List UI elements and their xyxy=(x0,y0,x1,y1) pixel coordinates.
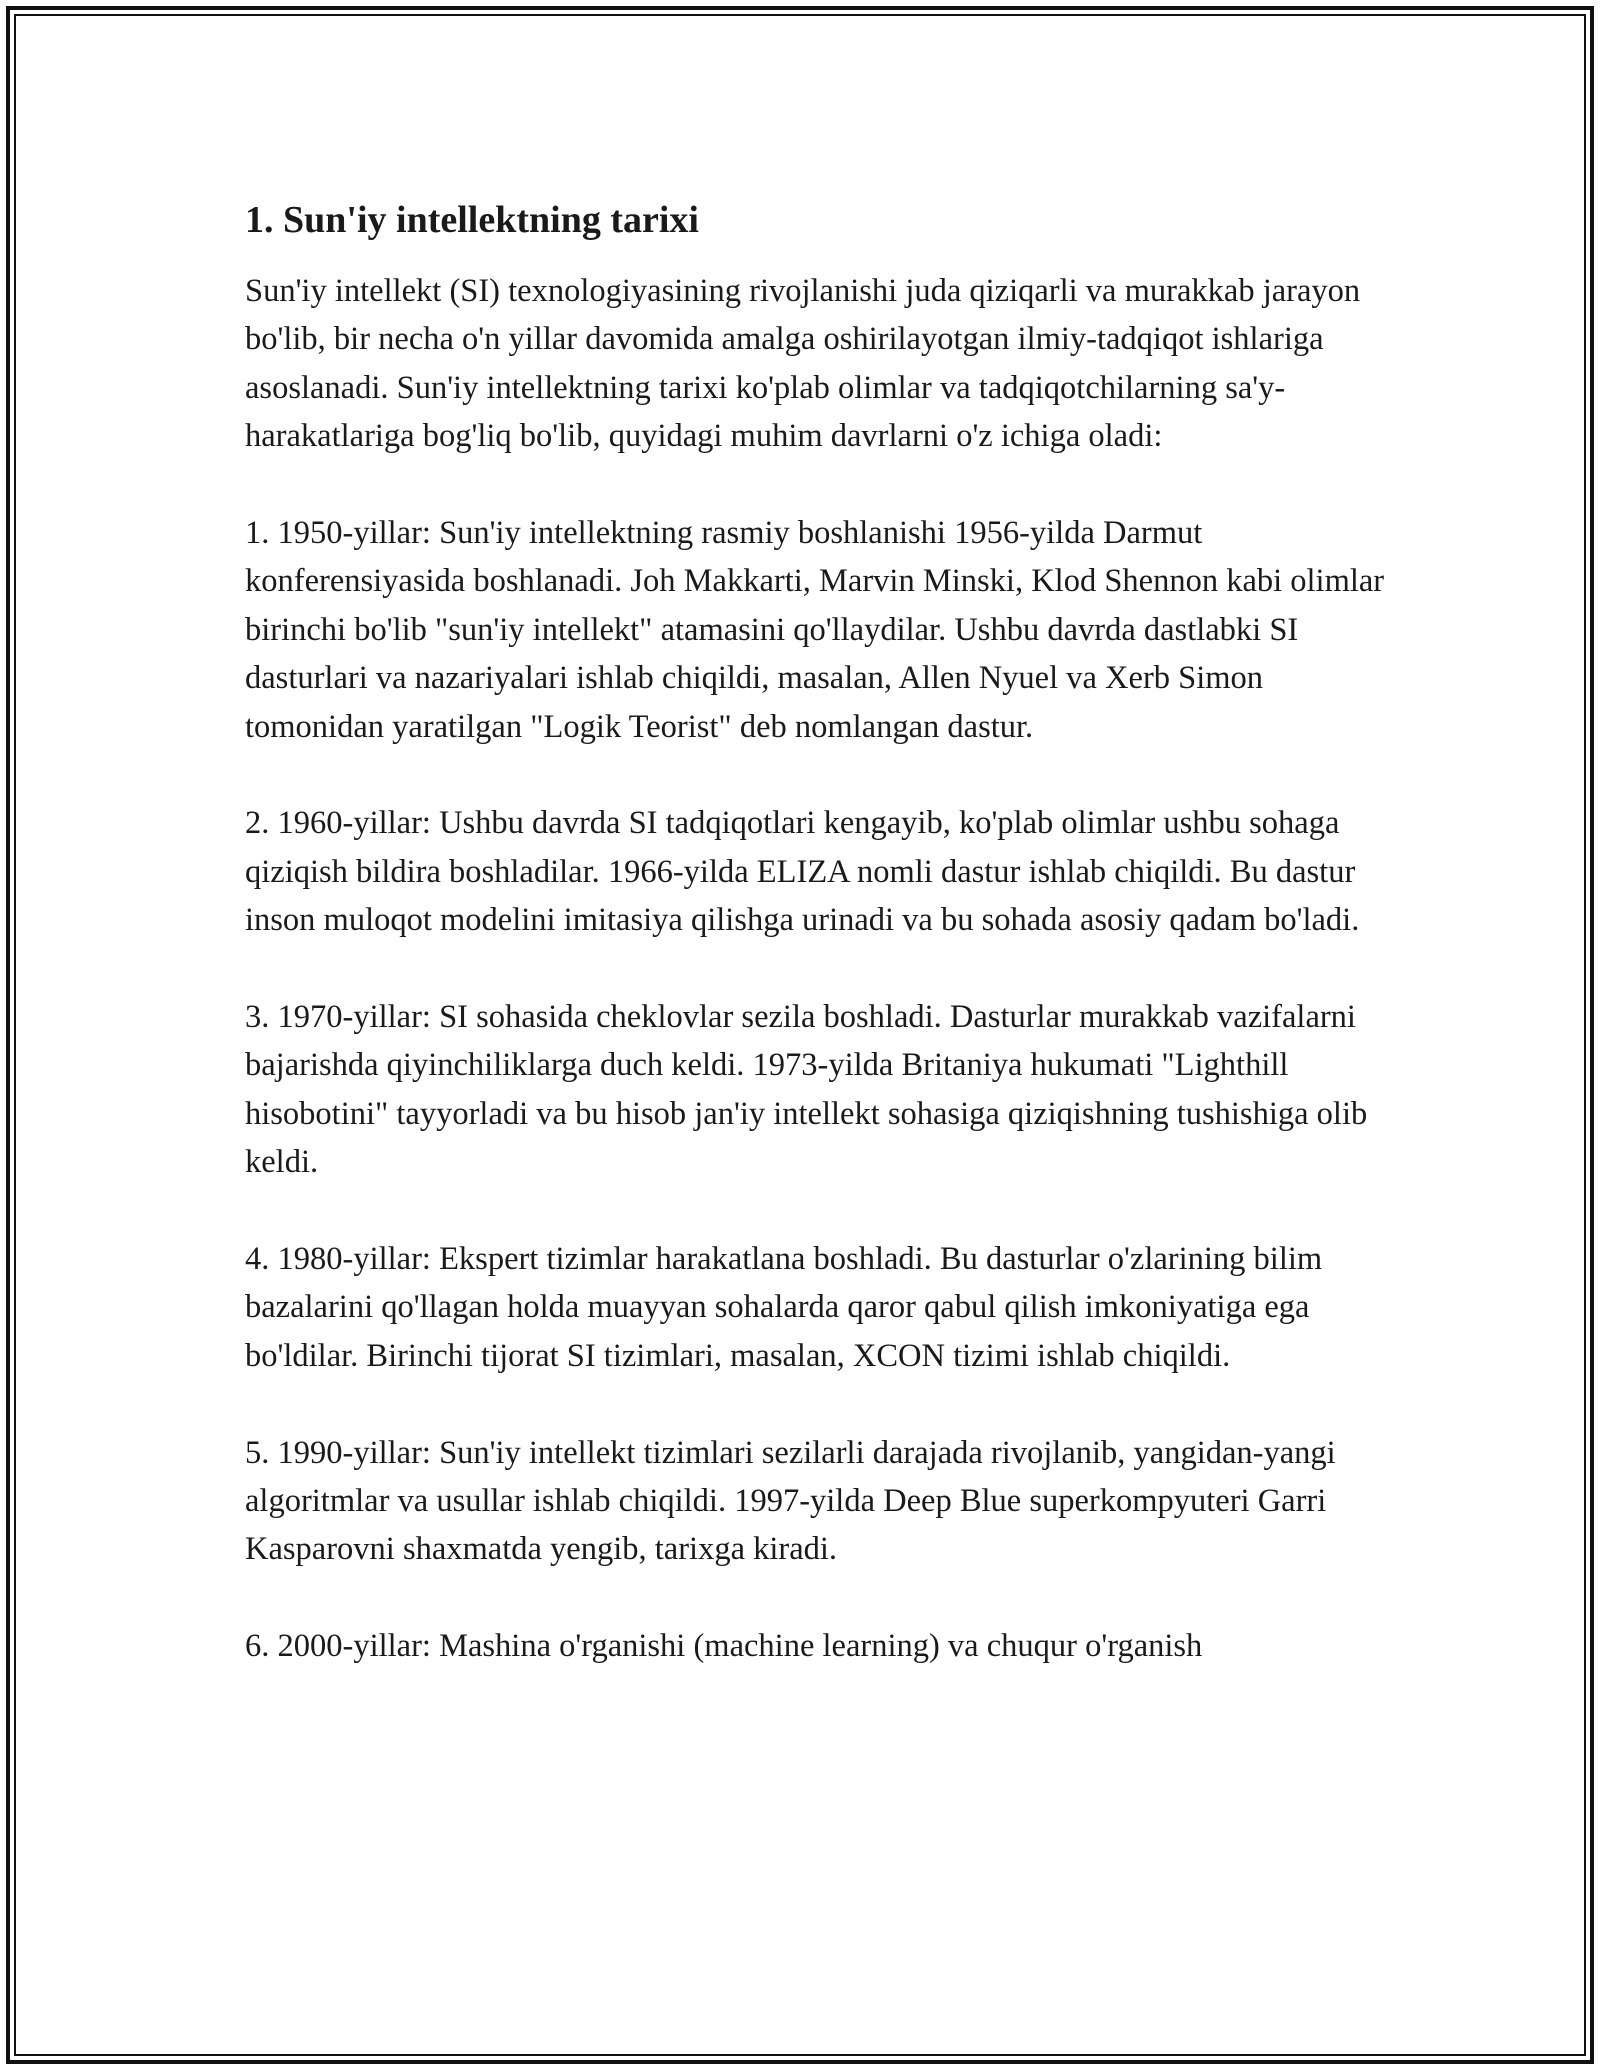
period-2000s-paragraph: 6. 2000-yillar: Mashina o'rganishi (machine learning) va chuqur o'rganish xyxy=(245,1628,1203,1665)
period-1960s-paragraph: 2. 1960-yillar: Ushbu davrda SI tadqiqotlari kengayib, ko'plab olimlar ushbu sohaga qiziqish bildira boshladilar. 1966-yilda ELIZA nomli dastur ishlab chiqildi. Bu dastur inson muloqot modelini imitasiya qilishga urinadi va bu sohada asosiy qadam bo'ladi. xyxy=(245,805,1360,939)
document-body xyxy=(245,196,1395,1719)
period-1990s-paragraph: 5. 1990-yillar: Sun'iy intellekt tizimlari sezilarli darajada rivojlanib, yangidan-yangi algoritmlar va usullar ishlab chiqildi. 1997-yilda Deep Blue superkompyuteri Garri Kasparovni shaxmatda yengib, tarixga kiradi. xyxy=(245,1434,1336,1568)
period-1950s-paragraph: 1. 1950-yillar: Sun'iy intellektning rasmiy boshlanishi 1956-yilda Darmut konferensiyasida boshlanadi. Joh Makkarti, Marvin Minski, Klod Shennon kabi olimlar birinchi bo'lib "sun'iy intellekt" atamasini qo'llaydilar. Ushbu davrda dastlabki SI dasturlari va nazariyalari ishlab chiqildi, masalan, Allen Nyuel va Xerb Simon tomonidan yaratilgan "Logik Teorist" deb nomlangan dastur. xyxy=(245,515,1385,745)
section-heading: 1. Sun'iy intellektning tarixi xyxy=(245,199,699,241)
intro-paragraph: Sun'iy intellekt (SI) texnologiyasining rivojlanishi juda qiziqarli va murakkab jarayon bo'lib, bir necha o'n yillar davomida amalga oshirilayotgan ilmiy-tadqiqot ishlariga asoslanadi. Sun'iy intellektning tarixi ko'plab olimlar va tadqiqotchilarning sa'y-harakatlariga bog'liq bo'lib, quyidagi muhim davrlarni o'z ichiga oladi: xyxy=(245,273,1361,455)
period-1980s-paragraph: 4. 1980-yillar: Ekspert tizimlar harakatlana boshladi. Bu dasturlar o'zlarining bilim bazalarini qo'llagan holda muayyan sohalarda qaror qabul qilish imkoniyatiga ega bo'ldilar. Birinchi tijorat SI tizimlari, masalan, XCON tizimi ishlab chiqildi. xyxy=(245,1241,1323,1374)
page-frame xyxy=(6,6,1594,2064)
period-1970s-paragraph: 3. 1970-yillar: SI sohasida cheklovlar sezila boshladi. Dasturlar murakkab vazifalarni bajarishda qiyinchiliklarga duch keldi. 1973-yilda Britaniya hukumati "Lighthill hisobotini" tayyorladi va bu hisob jan'iy intellekt sohasiga qiziqishning tushishiga olib keldi. xyxy=(245,999,1368,1181)
